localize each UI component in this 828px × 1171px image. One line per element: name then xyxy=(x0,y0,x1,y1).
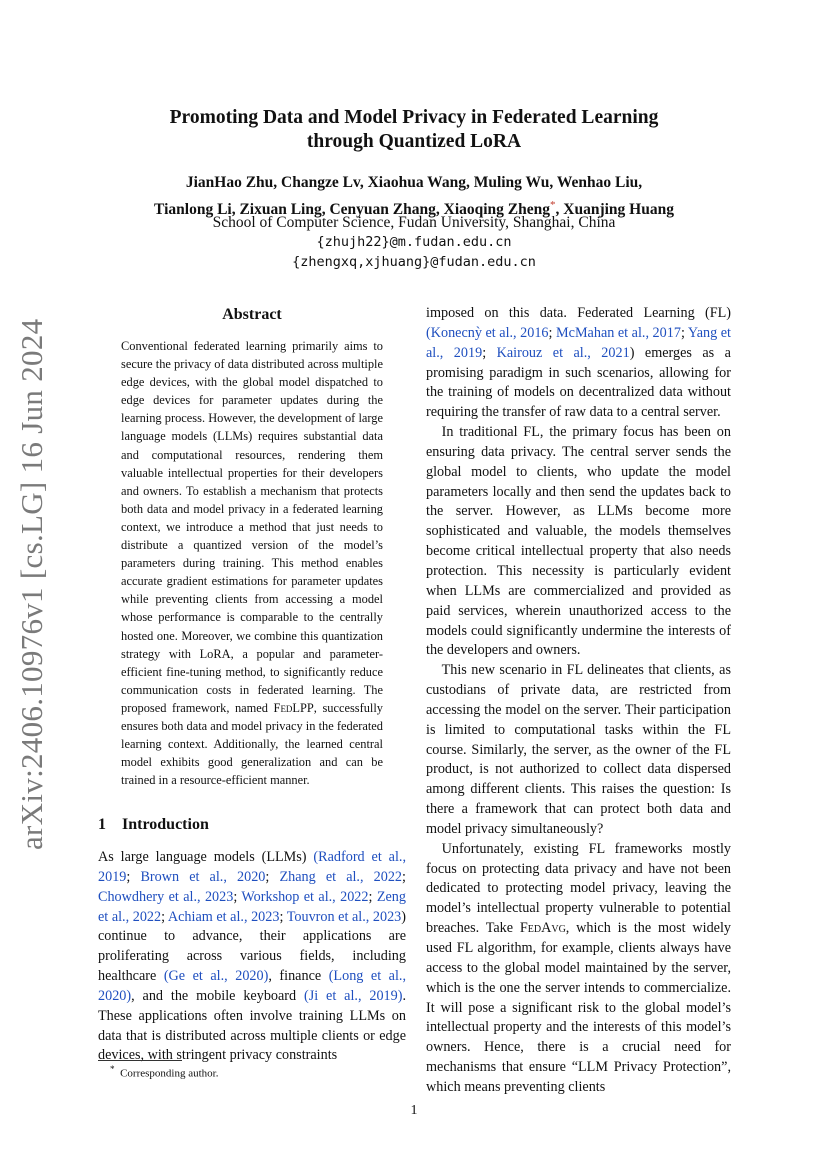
intro-text: ; xyxy=(402,868,406,885)
body-text: , which is the most widely used FL algorithm, for example, clients always have access to the global model maintained by the server, which is the one the server intends to commercialize. It will pose a significant risk to the global model’s intellectual property and the interests of this model’s owners. Hence, there is a crucial need for mechanisms that ensure “LLM Privacy Protection”, which means preventing clients xyxy=(426,920,731,1095)
intro-text: ; xyxy=(368,888,377,905)
citation-link[interactable]: (Konecnỳ et al., 2016 xyxy=(426,324,549,341)
abstract-heading: Abstract xyxy=(222,306,282,323)
footnote-mark: * xyxy=(110,1064,115,1074)
section-title: Introduction xyxy=(122,816,209,833)
framework-name: FedLPP xyxy=(273,700,314,715)
body-text: ; xyxy=(482,344,497,361)
email-2: {zhengxq,xjhuang}@fudan.edu.cn xyxy=(292,254,536,270)
body-text: Unfortunately, existing FL frameworks mostly focus on protecting data privacy and have not been dedicated to protecting model privacy, leaving the model’s intellectual property vulnerable to potential breaches. Take xyxy=(426,840,731,937)
intro-text: As large language models (LLMs) xyxy=(98,849,314,865)
footnote xyxy=(110,1064,218,1080)
citation-link[interactable]: Yang et al., 2019 xyxy=(426,324,732,361)
abstract-body xyxy=(121,337,383,789)
authors-line-2-text: Tianlong Li, Zixuan Ling, Cenyuan Zhang, Xiaoqing Zheng xyxy=(154,201,551,219)
body-text: imposed on this data. Federated Learning (FL) xyxy=(426,305,731,321)
title-line-2: through Quantized LoRA xyxy=(306,131,522,152)
page-number: 1 xyxy=(410,1103,418,1118)
citation-link[interactable]: Zeng et al., 2022 xyxy=(98,888,406,925)
right-column xyxy=(426,304,731,1098)
section-number: 1 xyxy=(98,816,106,833)
intro-text: ; xyxy=(279,908,287,925)
citation-link[interactable]: (Ji et al., 2019) xyxy=(304,987,403,1004)
paragraph-traditional-fl: In traditional FL, the primary focus has been on ensuring data privacy. The central server sends the global model to clients, who update the model parameters locally and then send the updates back to the server. However, as LLMs become more sophisticated and valuable, the models themselves become critical intellectual property that also needs protection. This necessity is particularly evident when LLMs are commercialized and provided as paid services, wherein unauthorized access to the models could significantly undermine the interests of the developers and owners. xyxy=(426,424,731,659)
body-text: ; xyxy=(680,324,688,341)
authors-line-2-last: , Xuanjing Huang xyxy=(555,201,674,219)
title-line-1: Promoting Data and Model Privacy in Federated Learning xyxy=(169,107,659,128)
footnote-rule xyxy=(98,1060,182,1061)
citation-link[interactable]: Zhang et al., 2022 xyxy=(279,868,403,885)
arxiv-identifier: arXiv:2406.10976v1 [cs.LG] 16 Jun 2024 xyxy=(14,318,49,850)
citation-link[interactable]: McMahan et al., 2017 xyxy=(556,324,681,341)
paper-title xyxy=(0,106,828,154)
citation-link[interactable]: Touvron et al., 2023 xyxy=(286,908,402,925)
intro-text: ) continue to advance, their applications are proliferating across various fields, including healthcare xyxy=(98,908,406,985)
citation-link[interactable]: Chowdhery et al., 2023 xyxy=(98,888,234,905)
footnote-text: Corresponding author. xyxy=(120,1067,219,1080)
intro-paragraph xyxy=(98,848,406,1066)
paragraph-new-scenario: This new scenario in FL delineates that clients, as custodians of private data, are restricted from accessing the model on the server. Their participation is limited to computational tasks within the FL course. Similarly, the server, as the owner of the FL product, is not authorized to collect data dispersed among different clients. This raises the question: Is there a framework that can protect both data and model privacy simultaneously? xyxy=(426,662,731,837)
intro-text: ; xyxy=(161,908,168,925)
paragraph-fl-intro xyxy=(426,304,731,423)
section-heading xyxy=(98,816,209,834)
intro-text: ; xyxy=(265,868,280,885)
corresponding-author-mark[interactable]: * xyxy=(550,199,556,211)
algorithm-name: FedAvg xyxy=(519,920,566,937)
authors-line-1: JianHao Zhu, Changze Lv, Xiaohua Wang, Muling Wu, Wenhao Liu, xyxy=(185,174,643,191)
body-text: ) emerges as a promising paradigm in such scenarios, allowing for the training of models on decentralized data without requiring the transfer of raw data to a central server. xyxy=(426,344,731,421)
citation-link[interactable]: Workshop et al., 2022 xyxy=(241,888,369,905)
affiliation: School of Computer Science, Fudan University, Shanghai, China xyxy=(212,214,616,231)
abstract-text-a: Conventional federated learning primarily aims to secure the privacy of data distributed across multiple edge devices, with the global model dispatched to edge devices for parameter updates during the learning process. However, the development of large language models (LLMs) requires substantial data and computational resources, rendering them valuable intellectual properties for their developers and owners. To establish a mechanism that protects both data and model privacy in a federated learning context, we introduce a method that just needs to distribute a quantized version of the model’s parameters during training. This method enables accurate gradient estimations for parameter updates while preventing clients from accessing a model whose performance is comparable to the centrally hosted one. Moreover, we combine this quantization strategy with LoRA, a popular and parameter-efficient fine-tuning method, to significantly reduce communication costs in federated learning. The proposed framework, named xyxy=(121,339,383,715)
email-1: {zhujh22}@m.fudan.edu.cn xyxy=(316,234,512,250)
paragraph-existing-frameworks xyxy=(426,840,731,1098)
intro-text: , finance xyxy=(268,968,329,985)
intro-text: . These applications often involve training LLMs on data that is distributed across multiple clients or edge devices, with stringent privacy constraints xyxy=(98,987,407,1064)
citation-link[interactable]: Brown et al., 2020 xyxy=(140,868,266,885)
citation-link[interactable]: (Long et al., 2020) xyxy=(98,968,407,1004)
citation-link[interactable]: (Ge et al., 2020) xyxy=(163,968,269,985)
citation-link[interactable]: Kairouz et al., 2021 xyxy=(496,344,630,361)
intro-text: ; xyxy=(233,888,242,905)
intro-text: ; xyxy=(126,868,141,885)
intro-text: , and the mobile keyboard xyxy=(131,987,304,1004)
abstract-text-b: , successfully ensures both data and model privacy in the federated learning context. Additionally, the learned central model exhibits good generalization and can be trained in a resource-efficient manner. xyxy=(121,700,383,788)
citation-link[interactable]: Achiam et al., 2023 xyxy=(167,908,280,925)
body-text: ; xyxy=(548,324,557,341)
citation-link[interactable]: (Radford et al., 2019 xyxy=(98,849,406,885)
